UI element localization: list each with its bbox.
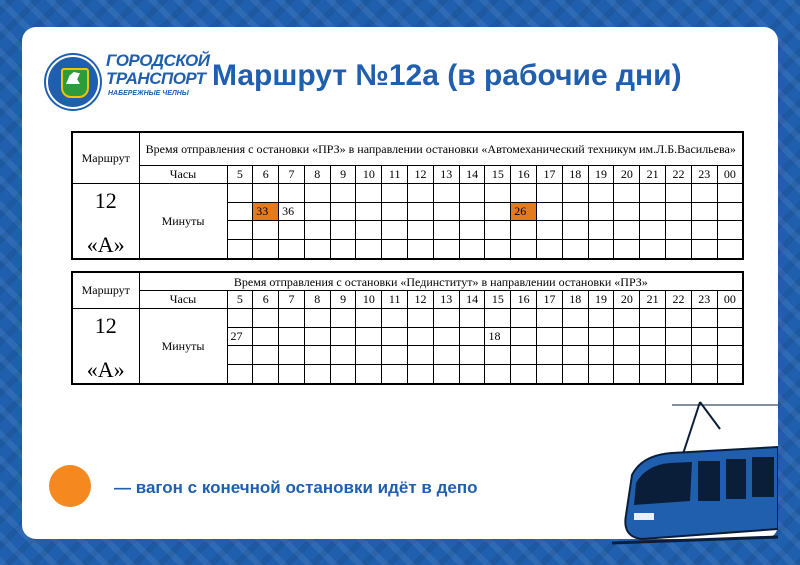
minute-cell xyxy=(485,365,511,384)
minute-cell xyxy=(253,184,279,203)
minute-cell xyxy=(691,309,717,328)
minute-cell xyxy=(691,365,717,384)
minute-cell xyxy=(459,240,485,259)
depot-legend-text: — вагон с конечной остановки идёт в депо xyxy=(114,478,478,497)
logo-line2: ТРАНСПОРТ xyxy=(106,69,206,88)
minute-cell xyxy=(717,184,743,203)
minute-cell xyxy=(304,184,330,203)
minute-cell xyxy=(691,327,717,346)
minute-cell xyxy=(614,202,640,221)
minute-cell xyxy=(253,221,279,240)
hour-cell: 9 xyxy=(330,291,356,309)
minute-cell xyxy=(588,240,614,259)
minute-cell xyxy=(459,346,485,365)
minute-cell xyxy=(330,327,356,346)
minute-cell xyxy=(691,221,717,240)
minute-cell xyxy=(640,240,666,259)
hour-cell: 12 xyxy=(408,291,434,309)
minute-cell xyxy=(304,240,330,259)
minute-cell xyxy=(588,346,614,365)
minutes-row xyxy=(72,184,743,203)
route-number: 12 xyxy=(94,188,117,213)
minute-cell xyxy=(382,240,408,259)
minute-cell xyxy=(485,346,511,365)
minute-cell xyxy=(485,221,511,240)
minute-cell: 33 xyxy=(253,202,279,221)
minute-cell xyxy=(717,327,743,346)
minutes-label: Минуты xyxy=(139,309,227,385)
minute-cell xyxy=(562,202,588,221)
minute-cell xyxy=(227,221,253,240)
minute-cell xyxy=(537,309,563,328)
minute-cell xyxy=(588,309,614,328)
minute-cell xyxy=(382,184,408,203)
minute-cell xyxy=(382,221,408,240)
hour-cell: 5 xyxy=(227,291,253,309)
hour-cell: 7 xyxy=(279,166,305,184)
hour-cell: 14 xyxy=(459,166,485,184)
minute-cell xyxy=(717,221,743,240)
minute-cell xyxy=(279,221,305,240)
minute-cell xyxy=(279,346,305,365)
minute-cell xyxy=(666,327,692,346)
minute-cell xyxy=(330,221,356,240)
hour-cell: 15 xyxy=(485,166,511,184)
minute-cell xyxy=(459,365,485,384)
minute-cell xyxy=(382,346,408,365)
minute-cell xyxy=(537,327,563,346)
minute-cell xyxy=(717,346,743,365)
minute-cell xyxy=(614,346,640,365)
hour-cell: 11 xyxy=(382,166,408,184)
minute-cell xyxy=(666,309,692,328)
minute-cell xyxy=(433,365,459,384)
minute-cell xyxy=(330,309,356,328)
minute-cell xyxy=(253,327,279,346)
minute-cell xyxy=(691,240,717,259)
hour-cell: 19 xyxy=(588,166,614,184)
hour-cell: 21 xyxy=(640,166,666,184)
minute-cell xyxy=(433,240,459,259)
minute-cell xyxy=(408,309,434,328)
hour-cell: 17 xyxy=(537,166,563,184)
minute-cell: 36 xyxy=(279,202,305,221)
minute-cell xyxy=(614,365,640,384)
hour-cell: 13 xyxy=(433,166,459,184)
hour-cell: 18 xyxy=(562,291,588,309)
minute-cell xyxy=(717,202,743,221)
route-letter: «А» xyxy=(86,357,125,382)
minute-cell xyxy=(640,327,666,346)
minute-cell xyxy=(330,202,356,221)
hour-cell: 17 xyxy=(537,291,563,309)
hour-cell: 8 xyxy=(304,166,330,184)
minute-cell xyxy=(433,221,459,240)
hour-cell: 7 xyxy=(279,291,305,309)
minute-cell xyxy=(356,309,382,328)
minute-cell xyxy=(330,365,356,384)
minute-cell xyxy=(408,202,434,221)
minute-cell xyxy=(408,327,434,346)
hour-cell: 6 xyxy=(253,166,279,184)
tram-icon xyxy=(612,397,778,545)
hour-cell: 13 xyxy=(433,291,459,309)
minutes-row xyxy=(72,309,743,328)
minute-cell xyxy=(614,221,640,240)
schedule-card xyxy=(22,27,778,539)
route-number-cell xyxy=(72,309,139,385)
minute-cell: 18 xyxy=(485,327,511,346)
minute-cell xyxy=(459,202,485,221)
hour-cell: 6 xyxy=(253,291,279,309)
hour-cell: 00 xyxy=(717,291,743,309)
hour-cell: 22 xyxy=(666,291,692,309)
minute-cell xyxy=(408,346,434,365)
minute-cell xyxy=(253,309,279,328)
minute-cell xyxy=(253,365,279,384)
city-transport-logo xyxy=(46,49,210,109)
minute-cell xyxy=(588,202,614,221)
minute-cell xyxy=(382,202,408,221)
minute-cell xyxy=(666,202,692,221)
minute-cell xyxy=(666,221,692,240)
minute-cell xyxy=(356,365,382,384)
minute-cell xyxy=(537,202,563,221)
minute-cell xyxy=(304,327,330,346)
minute-cell xyxy=(562,365,588,384)
hour-cell: 18 xyxy=(562,166,588,184)
minute-cell xyxy=(562,346,588,365)
minute-cell xyxy=(537,365,563,384)
minute-cell xyxy=(537,346,563,365)
minute-cell xyxy=(279,184,305,203)
minute-cell xyxy=(304,221,330,240)
minute-cell xyxy=(640,221,666,240)
minute-cell xyxy=(717,240,743,259)
logo-line3: НАБЕРЕЖНЫЕ ЧЕЛНЫ xyxy=(108,90,189,97)
minute-cell xyxy=(614,309,640,328)
minute-cell xyxy=(459,309,485,328)
minute-cell xyxy=(562,221,588,240)
minute-cell xyxy=(511,221,537,240)
minute-cell xyxy=(356,327,382,346)
schedule-table-pedinstitut xyxy=(71,271,744,385)
page-title: Маршрут №12а (в рабочие дни) xyxy=(212,59,682,92)
minute-cell xyxy=(330,184,356,203)
minute-cell xyxy=(227,184,253,203)
minute-cell xyxy=(640,202,666,221)
minute-cell xyxy=(408,365,434,384)
minute-cell xyxy=(588,221,614,240)
minute-cell xyxy=(537,184,563,203)
hours-label: Часы xyxy=(139,291,227,309)
minute-cell xyxy=(330,346,356,365)
minute-cell xyxy=(382,309,408,328)
minute-cell xyxy=(511,309,537,328)
minute-cell xyxy=(433,202,459,221)
hour-cell: 8 xyxy=(304,291,330,309)
hour-cell: 20 xyxy=(614,291,640,309)
minute-cell xyxy=(253,346,279,365)
minute-cell xyxy=(304,202,330,221)
minute-cell xyxy=(691,346,717,365)
minute-cell xyxy=(537,221,563,240)
minute-cell xyxy=(382,365,408,384)
minute-cell xyxy=(279,240,305,259)
depot-legend-dot xyxy=(49,465,91,507)
minute-cell xyxy=(666,184,692,203)
minute-cell xyxy=(666,240,692,259)
minute-cell xyxy=(356,346,382,365)
minute-cell xyxy=(511,327,537,346)
minute-cell xyxy=(666,365,692,384)
hour-cell: 21 xyxy=(640,291,666,309)
minute-cell xyxy=(511,346,537,365)
minute-cell xyxy=(304,309,330,328)
minute-cell xyxy=(640,184,666,203)
hour-cell: 14 xyxy=(459,291,485,309)
minute-cell xyxy=(666,346,692,365)
minute-cell xyxy=(717,309,743,328)
route-number-cell xyxy=(72,184,139,260)
minute-cell xyxy=(356,184,382,203)
hour-cell: 16 xyxy=(511,166,537,184)
minute-cell xyxy=(356,202,382,221)
minute-cell xyxy=(433,309,459,328)
hour-cell: 23 xyxy=(691,166,717,184)
minute-cell xyxy=(459,327,485,346)
hours-label: Часы xyxy=(139,166,227,184)
minutes-label: Минуты xyxy=(139,184,227,260)
minute-cell xyxy=(382,327,408,346)
minute-cell xyxy=(485,240,511,259)
city-emblem-icon xyxy=(46,55,100,109)
minute-cell xyxy=(459,221,485,240)
route-description: Время отправления с остановки «ПРЗ» в направлении остановки «Автомеханический техникум им.Л.Б.Васильева» xyxy=(139,132,743,166)
minute-cell xyxy=(511,240,537,259)
minute-cell xyxy=(227,202,253,221)
hour-cell: 12 xyxy=(408,166,434,184)
hour-cell: 10 xyxy=(356,166,382,184)
minute-cell xyxy=(485,184,511,203)
schedule-table-prz xyxy=(71,131,744,260)
route-header: Маршрут xyxy=(72,272,139,309)
minute-cell xyxy=(304,365,330,384)
hour-cell: 23 xyxy=(691,291,717,309)
minute-cell xyxy=(588,327,614,346)
hour-cell: 11 xyxy=(382,291,408,309)
minute-cell xyxy=(614,327,640,346)
minute-cell xyxy=(614,240,640,259)
route-header: Маршрут xyxy=(72,132,139,184)
minute-cell xyxy=(227,240,253,259)
minute-cell xyxy=(717,365,743,384)
logo-line1: ГОРОДСКОЙ xyxy=(106,51,210,70)
minute-cell xyxy=(279,309,305,328)
minute-cell xyxy=(304,346,330,365)
minute-cell xyxy=(227,309,253,328)
minute-cell xyxy=(562,184,588,203)
minute-cell xyxy=(485,202,511,221)
hour-cell: 19 xyxy=(588,291,614,309)
hour-cell: 10 xyxy=(356,291,382,309)
minute-cell xyxy=(253,240,279,259)
minute-cell xyxy=(433,184,459,203)
minute-cell xyxy=(562,327,588,346)
minute-cell xyxy=(640,365,666,384)
hour-cell: 20 xyxy=(614,166,640,184)
minute-cell xyxy=(330,240,356,259)
minute-cell xyxy=(433,346,459,365)
minute-cell xyxy=(640,346,666,365)
hour-cell: 15 xyxy=(485,291,511,309)
minute-cell: 27 xyxy=(227,327,253,346)
minute-cell xyxy=(279,365,305,384)
minute-cell xyxy=(408,184,434,203)
hour-cell: 00 xyxy=(717,166,743,184)
minute-cell xyxy=(408,240,434,259)
minute-cell xyxy=(691,184,717,203)
minute-cell xyxy=(640,309,666,328)
minute-cell xyxy=(588,184,614,203)
minute-cell xyxy=(562,240,588,259)
minute-cell xyxy=(511,184,537,203)
minute-cell xyxy=(588,365,614,384)
minute-cell xyxy=(691,202,717,221)
route-description: Время отправления с остановки «Пединститут» в направлении остановки «ПРЗ» xyxy=(139,272,743,291)
route-number: 12 xyxy=(94,313,117,338)
minute-cell xyxy=(485,309,511,328)
minute-cell: 26 xyxy=(511,202,537,221)
minute-cell xyxy=(459,184,485,203)
minute-cell xyxy=(356,240,382,259)
minute-cell xyxy=(408,221,434,240)
minute-cell xyxy=(511,365,537,384)
minute-cell xyxy=(227,365,253,384)
minute-cell xyxy=(537,240,563,259)
minute-cell xyxy=(562,309,588,328)
minute-cell xyxy=(433,327,459,346)
hour-cell: 16 xyxy=(511,291,537,309)
route-letter: «А» xyxy=(86,232,125,257)
hour-cell: 9 xyxy=(330,166,356,184)
hour-cell: 22 xyxy=(666,166,692,184)
minute-cell xyxy=(356,221,382,240)
hour-cell: 5 xyxy=(227,166,253,184)
minute-cell xyxy=(614,184,640,203)
minute-cell xyxy=(279,327,305,346)
minute-cell xyxy=(227,346,253,365)
